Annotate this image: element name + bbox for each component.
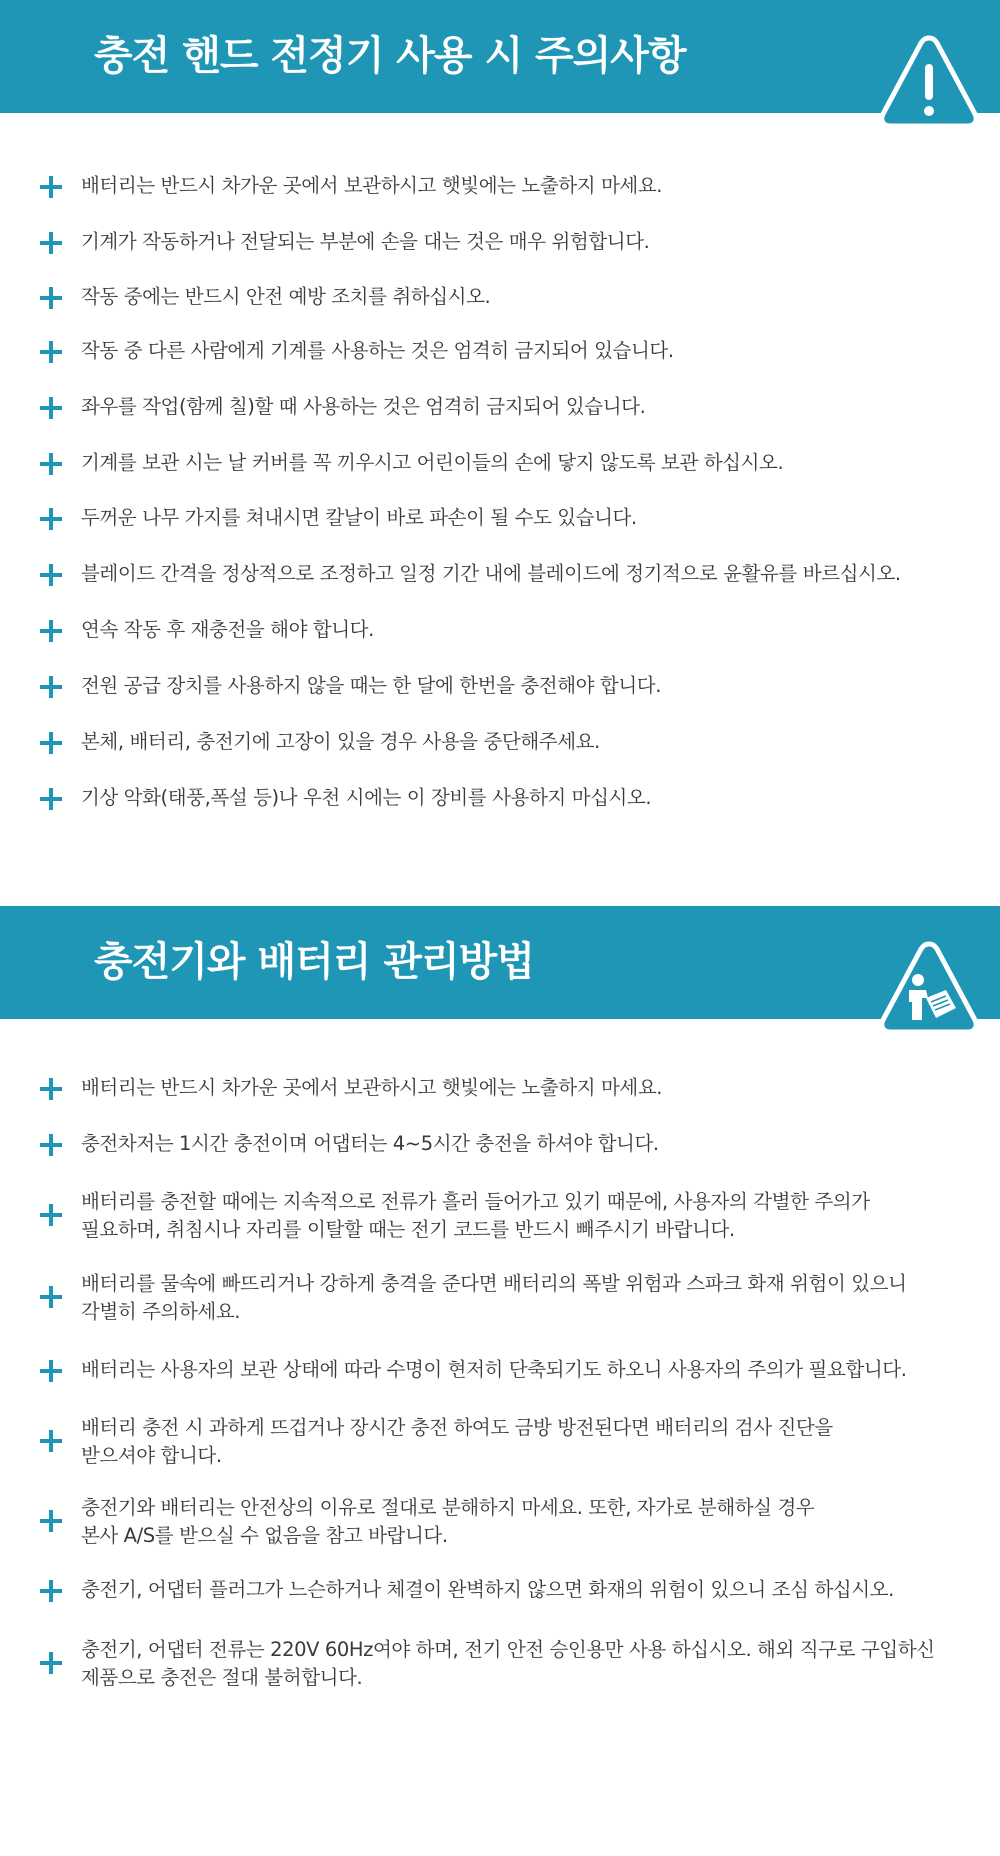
- list-item-text: 연속 작동 후 재충전을 해야 합니다.: [81, 618, 374, 641]
- list-item-text: 기상 악화(태풍,폭설 등)나 우천 시에는 이 장비를 사용하지 마십시오.: [81, 786, 652, 809]
- list-item-text: 본체, 배터리, 충전기에 고장이 있을 경우 사용을 중단해주세요.: [81, 730, 600, 753]
- plus-icon: [40, 1652, 62, 1674]
- manual-reading-icon: [878, 940, 980, 1036]
- warning-icon: [878, 34, 980, 130]
- list-item-text: 블레이드 간격을 정상적으로 조정하고 일정 기간 내에 블레이드에 정기적으로 윤활유를 바르십시오.: [81, 562, 901, 585]
- list-item-text: 기계를 보관 시는 날 커버를 꼭 끼우시고 어린이들의 손에 닿지 않도록 보관 하십시오.: [81, 451, 784, 474]
- plus-icon: [40, 732, 62, 754]
- plus-icon: [40, 620, 62, 642]
- list-item-text: 기계가 작동하거나 전달되는 부분에 손을 대는 것은 매우 위험합니다.: [81, 230, 650, 253]
- plus-icon: [40, 1286, 62, 1308]
- plus-icon: [40, 1510, 62, 1532]
- list-item-text: 작동 중에는 반드시 안전 예방 조치를 취하십시오.: [81, 285, 491, 308]
- list-item-text: 전원 공급 장치를 사용하지 않을 때는 한 달에 한번을 충전해야 합니다.: [81, 674, 662, 697]
- charger-battery-care-section: [0, 906, 1000, 1856]
- list-item-text: 충전기, 어댑터 플러그가 느슨하거나 체결이 완벽하지 않으면 화재의 위험이 있으니 조심 하십시오.: [81, 1578, 894, 1601]
- plus-icon: [40, 453, 62, 475]
- list-item-text: 작동 중 다른 사람에게 기계를 사용하는 것은 엄격히 금지되어 있습니다.: [81, 339, 674, 362]
- list-item-text: 배터리는 반드시 차가운 곳에서 보관하시고 햇빛에는 노출하지 마세요.: [81, 174, 663, 197]
- list-item-text: 배터리는 사용자의 보관 상태에 따라 수명이 현저히 단축되기도 하오니 사용자의 주의가 필요합니다.: [81, 1358, 907, 1381]
- list-item-text: 배터리 충전 시 과하게 뜨겁거나 장시간 충전 하여도 금방 방전된다면 배터리의 검사 진단을 받으셔야 합니다.: [81, 1416, 833, 1467]
- plus-icon: [40, 508, 62, 530]
- plus-icon: [40, 1580, 62, 1602]
- list-item-text: 충전기와 배터리는 안전상의 이유로 절대로 분해하지 마세요. 또한, 자가로 분해하실 경우 본사 A/S를 받으실 수 없음을 참고 바랍니다.: [81, 1496, 815, 1547]
- plus-icon: [40, 287, 62, 309]
- section-title: 충전기와 배터리 관리방법: [94, 939, 534, 985]
- plus-icon: [40, 176, 62, 198]
- plus-icon: [40, 788, 62, 810]
- plus-icon: [40, 564, 62, 586]
- plus-icon: [40, 1430, 62, 1452]
- plus-icon: [40, 1134, 62, 1156]
- plus-icon: [40, 1078, 62, 1100]
- list-item-text: 충전차저는 1시간 충전이며 어댑터는 4~5시간 충전을 하셔야 합니다.: [81, 1132, 659, 1155]
- plus-icon: [40, 676, 62, 698]
- list-item-text: 충전기, 어댑터 전류는 220V 60Hz여야 하며, 전기 안전 승인용만 사용 하십시오. 해외 직구로 구입하신 제품으로 충전은 절대 불허합니다.: [81, 1638, 935, 1689]
- plus-icon: [40, 397, 62, 419]
- plus-icon: [40, 1204, 62, 1226]
- list-item-text: 배터리를 충전할 때에는 지속적으로 전류가 흘러 들어가고 있기 때문에, 사용자의 각별한 주의가 필요하며, 취침시나 자리를 이탈할 때는 전기 코드를 반드시 빼주시기 바랍니다.: [81, 1190, 870, 1241]
- plus-icon: [40, 232, 62, 254]
- plus-icon: [40, 341, 62, 363]
- section-header: [0, 906, 1000, 1019]
- list-item-text: 배터리는 반드시 차가운 곳에서 보관하시고 햇빛에는 노출하지 마세요.: [81, 1076, 663, 1099]
- safety-precautions-section: [0, 0, 1000, 860]
- list-item-text: 두꺼운 나무 가지를 쳐내시면 칼날이 바로 파손이 될 수도 있습니다.: [81, 506, 637, 529]
- list-item-text: 좌우를 작업(함께 칠)할 때 사용하는 것은 엄격히 금지되어 있습니다.: [81, 395, 646, 418]
- list-item-text: 배터리를 물속에 빠뜨리거나 강하게 충격을 준다면 배터리의 폭발 위험과 스파크 화재 위험이 있으니 각별히 주의하세요.: [81, 1272, 907, 1323]
- section-header: [0, 0, 1000, 113]
- plus-icon: [40, 1360, 62, 1382]
- section-title: 충전 핸드 전정기 사용 시 주의사항: [94, 33, 686, 79]
